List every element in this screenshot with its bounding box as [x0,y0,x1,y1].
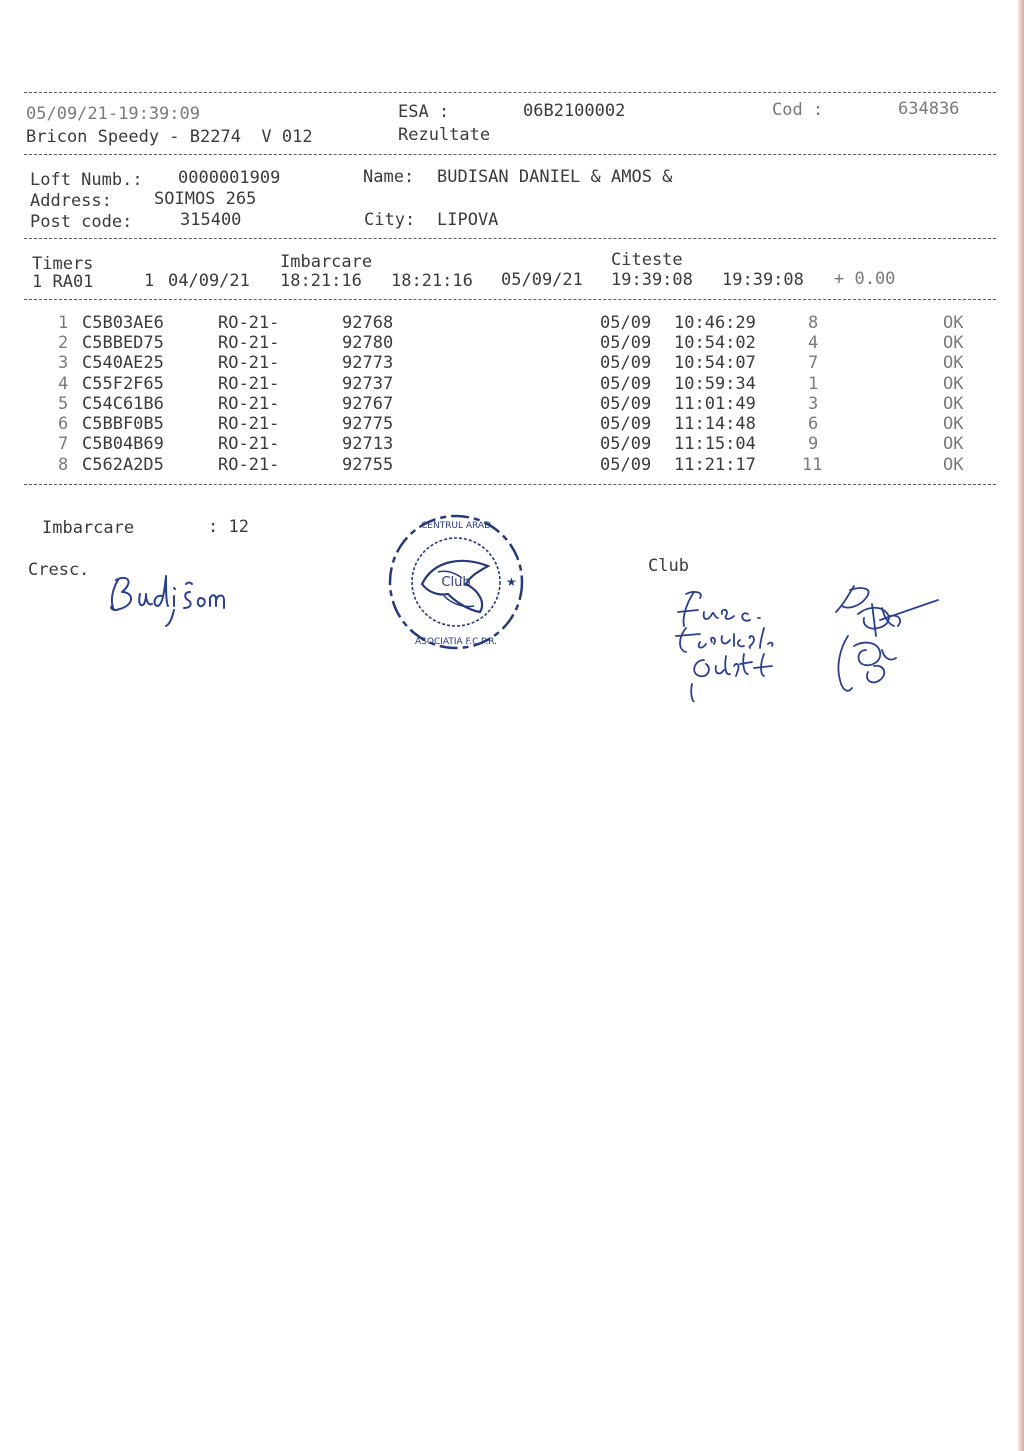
breeder-signature [104,566,234,630]
row-position: 1 [808,374,819,394]
loft-value: 0000001909 [178,168,281,188]
row-ring: 92775 [342,414,394,434]
row-number: 7 [58,434,69,454]
row-chip: C5BBED75 [82,333,164,353]
row-time: 10:54:07 [674,353,756,373]
city-value: LIPOVA [437,210,499,230]
cod-label: Cod : [772,100,824,120]
timer-line [0,269,1024,292]
row-time: 11:21:17 [674,455,756,475]
table-row [0,313,1024,333]
loft-label: Loft Numb.: [30,170,143,190]
city-label: City: [364,210,416,230]
cod-value: 634836 [898,99,960,119]
row-number: 2 [58,333,69,353]
divider-timers [24,299,996,300]
row-position: 4 [808,333,819,353]
citeste-time-1: 19:39:08 [611,270,693,290]
row-ring-prefix: RO-21- [218,374,280,394]
table-row [0,374,1024,394]
row-time: 10:59:34 [674,374,756,394]
row-status: OK [943,374,964,394]
row-position: 3 [808,394,819,414]
table-row [0,414,1024,434]
row-number: 3 [58,353,69,373]
row-time: 10:54:02 [674,333,756,353]
row-ring-prefix: RO-21- [218,313,280,333]
timer-num: 1 [144,271,155,291]
device-name: Bricon Speedy - B2274 V 012 [26,127,313,147]
row-time: 11:15:04 [674,434,756,454]
row-number: 1 [58,313,69,333]
stamp-center-text: Club [441,575,471,590]
stamp-top-text: CENTRUL ARAD [420,521,492,531]
row-ring: 92773 [342,353,394,373]
table-row [0,394,1024,414]
row-date: 05/09 [600,333,652,353]
row-status: OK [943,414,964,434]
row-date: 05/09 [600,434,652,454]
timers-imbarcare-label: Imbarcare [280,252,373,272]
postcode-label: Post code: [30,212,133,232]
row-number: 6 [58,414,69,434]
row-ring: 92755 [342,455,394,475]
divider-header [24,154,996,155]
row-ring: 92768 [342,313,394,333]
row-chip: C5B03AE6 [82,313,164,333]
table-row [0,333,1024,353]
row-chip: C562A2D5 [82,455,164,475]
row-number: 8 [58,455,69,475]
row-ring: 92780 [342,333,394,353]
club-label: Club [648,556,689,576]
table-row [0,353,1024,373]
esa-value: 06B2100002 [523,101,626,121]
row-ring-prefix: RO-21- [218,414,280,434]
page-edge [1018,0,1024,1451]
citeste-time-2: 19:39:08 [722,270,804,290]
row-status: OK [943,353,964,373]
row-chip: C540AE25 [82,353,164,373]
footer-imbarcare-value: : 12 [208,517,249,537]
row-ring-prefix: RO-21- [218,434,280,454]
imbarcare-date: 04/09/21 [168,271,250,291]
row-position: 11 [802,455,823,475]
row-chip: C55F2F65 [82,374,164,394]
row-date: 05/09 [600,394,652,414]
row-status: OK [943,394,964,414]
row-ring-prefix: RO-21- [218,455,280,475]
imbarcare-time-1: 18:21:16 [280,271,362,291]
row-status: OK [943,333,964,353]
row-ring: 92767 [342,394,394,414]
timers-label: Timers [32,254,94,274]
timer-id: 1 RA01 [32,272,94,292]
club-stamp [382,512,530,652]
cresc-label: Cresc. [28,560,90,580]
row-ring: 92713 [342,434,394,454]
divider-top [24,92,996,93]
address-value: SOIMOS 265 [154,189,257,209]
row-date: 05/09 [600,353,652,373]
address-label: Address: [30,191,112,211]
row-number: 5 [58,394,69,414]
row-status: OK [943,455,964,475]
report-title: Rezultate [398,125,491,145]
citeste-date: 05/09/21 [501,270,583,290]
row-ring: 92737 [342,374,394,394]
row-date: 05/09 [600,455,652,475]
row-date: 05/09 [600,374,652,394]
row-date: 05/09 [600,414,652,434]
divider-fancier [24,238,996,239]
row-time: 10:46:29 [674,313,756,333]
table-row [0,455,1024,475]
row-time: 11:14:48 [674,414,756,434]
name-value: BUDISAN DANIEL & AMOS & [437,167,673,187]
row-ring-prefix: RO-21- [218,333,280,353]
row-status: OK [943,434,964,454]
row-number: 4 [58,374,69,394]
row-time: 11:01:49 [674,394,756,414]
row-position: 6 [808,414,819,434]
divider-results [24,484,996,485]
row-chip: C5B04B69 [82,434,164,454]
row-date: 05/09 [600,313,652,333]
club-signatures-right [818,576,944,698]
row-position: 9 [808,434,819,454]
row-chip: C5BBF0B5 [82,414,164,434]
postcode-value: 315400 [180,210,242,230]
imbarcare-time-2: 18:21:16 [391,271,473,291]
row-ring-prefix: RO-21- [218,394,280,414]
row-position: 7 [808,353,819,373]
esa-label: ESA : [398,102,450,122]
club-signatures-left [664,584,804,702]
row-chip: C54C61B6 [82,394,164,414]
star-icon: ★ [506,575,517,589]
row-status: OK [943,313,964,333]
timer-offset: + 0.00 [834,269,896,289]
row-ring-prefix: RO-21- [218,353,280,373]
table-row [0,434,1024,454]
name-label: Name: [363,167,415,187]
header-datetime: 05/09/21-19:39:09 [26,104,200,124]
stamp-bottom-text: ASOCIATIA F.C.P.R. [415,637,497,647]
row-position: 8 [808,313,819,333]
timers-citeste-label: Citeste [611,250,683,270]
footer-imbarcare-label: Imbarcare [42,518,135,538]
